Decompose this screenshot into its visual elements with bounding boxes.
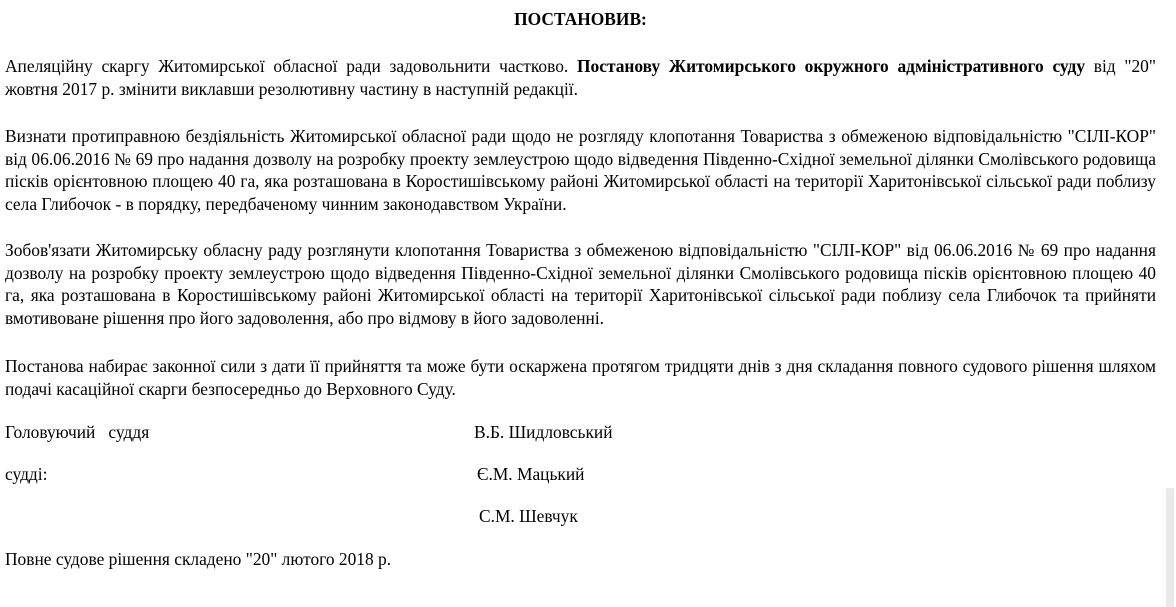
signature-row-presiding [5, 421, 1156, 443]
presiding-judge-label: Головуючий суддя [5, 422, 150, 442]
paragraph-declare-unlawful: Визнати протиправною бездіяльність Житомирської обласної ради щодо не розгляду клопотання Товариства з обмеженою відповідальністю "СІЛІ-КОР" від 06.06.2016 № 69 про надання дозволу на розробку проекту землеустрою щодо відведення Південно-Східної земельної ділянки Смолівського родовища пісків орієнтовною площею 40 га, яка розташована в Коростишівському районі Житомирської області на території Харитонівської сільської ради поблизу села Глибочок - в порядку, передбаченому чинним законодавством України. [5, 126, 1156, 214]
document-body [5, 0, 1156, 571]
full-decision-date-note: Повне судове рішення складено "20" лютого 2018 р. [5, 549, 392, 569]
paragraph-appeal-decision [5, 55, 1156, 100]
paragraph-obligation: Зобов'язати Житомирську обласну раду розглянути клопотання Товариства з обмеженою відповідальністю "СІЛІ-КОР" від 06.06.2016 № 69 про надання дозволу на розробку проекту землеустрою щодо відведення Південно-Східної земельної ділянки Смолівського родовища пісків орієнтовною площею 40 га, яка розташована в Коростишівському районі Житомирської області на території Харитонівської сільської ради поблизу села Глибочок та прийняти вмотивоване рішення про його задоволення, або про відмову в його задоволенні. [5, 240, 1156, 328]
presiding-judge-name: В.Б. Шидловський [474, 422, 613, 442]
signature-row-judges [5, 463, 1156, 485]
paragraph-entry-into-force: Постанова набирає законної сили з дати її прийняття та може бути оскаржена протягом тридцяти днів з дня складання повного судового рішення шляхом подачі касаційної скарги безпосередньо до Верховного Суду. [5, 356, 1156, 399]
paragraph-appeal-text-start: Апеляційну скаргу Житомирської обласної ради задовольнити частково. [5, 56, 577, 76]
judge-name-2: С.М. Шевчук [479, 506, 578, 526]
paragraph-appeal-text-end: від "20" жовтня 2017 р. змінити виклавши резолютивну частину в наступній редакції. [5, 56, 1156, 99]
scrollbar-thumb[interactable] [1166, 488, 1174, 607]
paragraph-appeal-bold-text: Постанову Житомирського окружного адміністративного суду [577, 56, 1086, 76]
signature-row-judge-2 [5, 505, 1156, 527]
judge-name-1: Є.М. Мацький [477, 464, 585, 484]
resolution-heading: ПОСТАНОВИВ: [514, 9, 647, 29]
judges-label: судді: [5, 464, 48, 484]
vertical-scrollbar[interactable] [1164, 0, 1176, 607]
